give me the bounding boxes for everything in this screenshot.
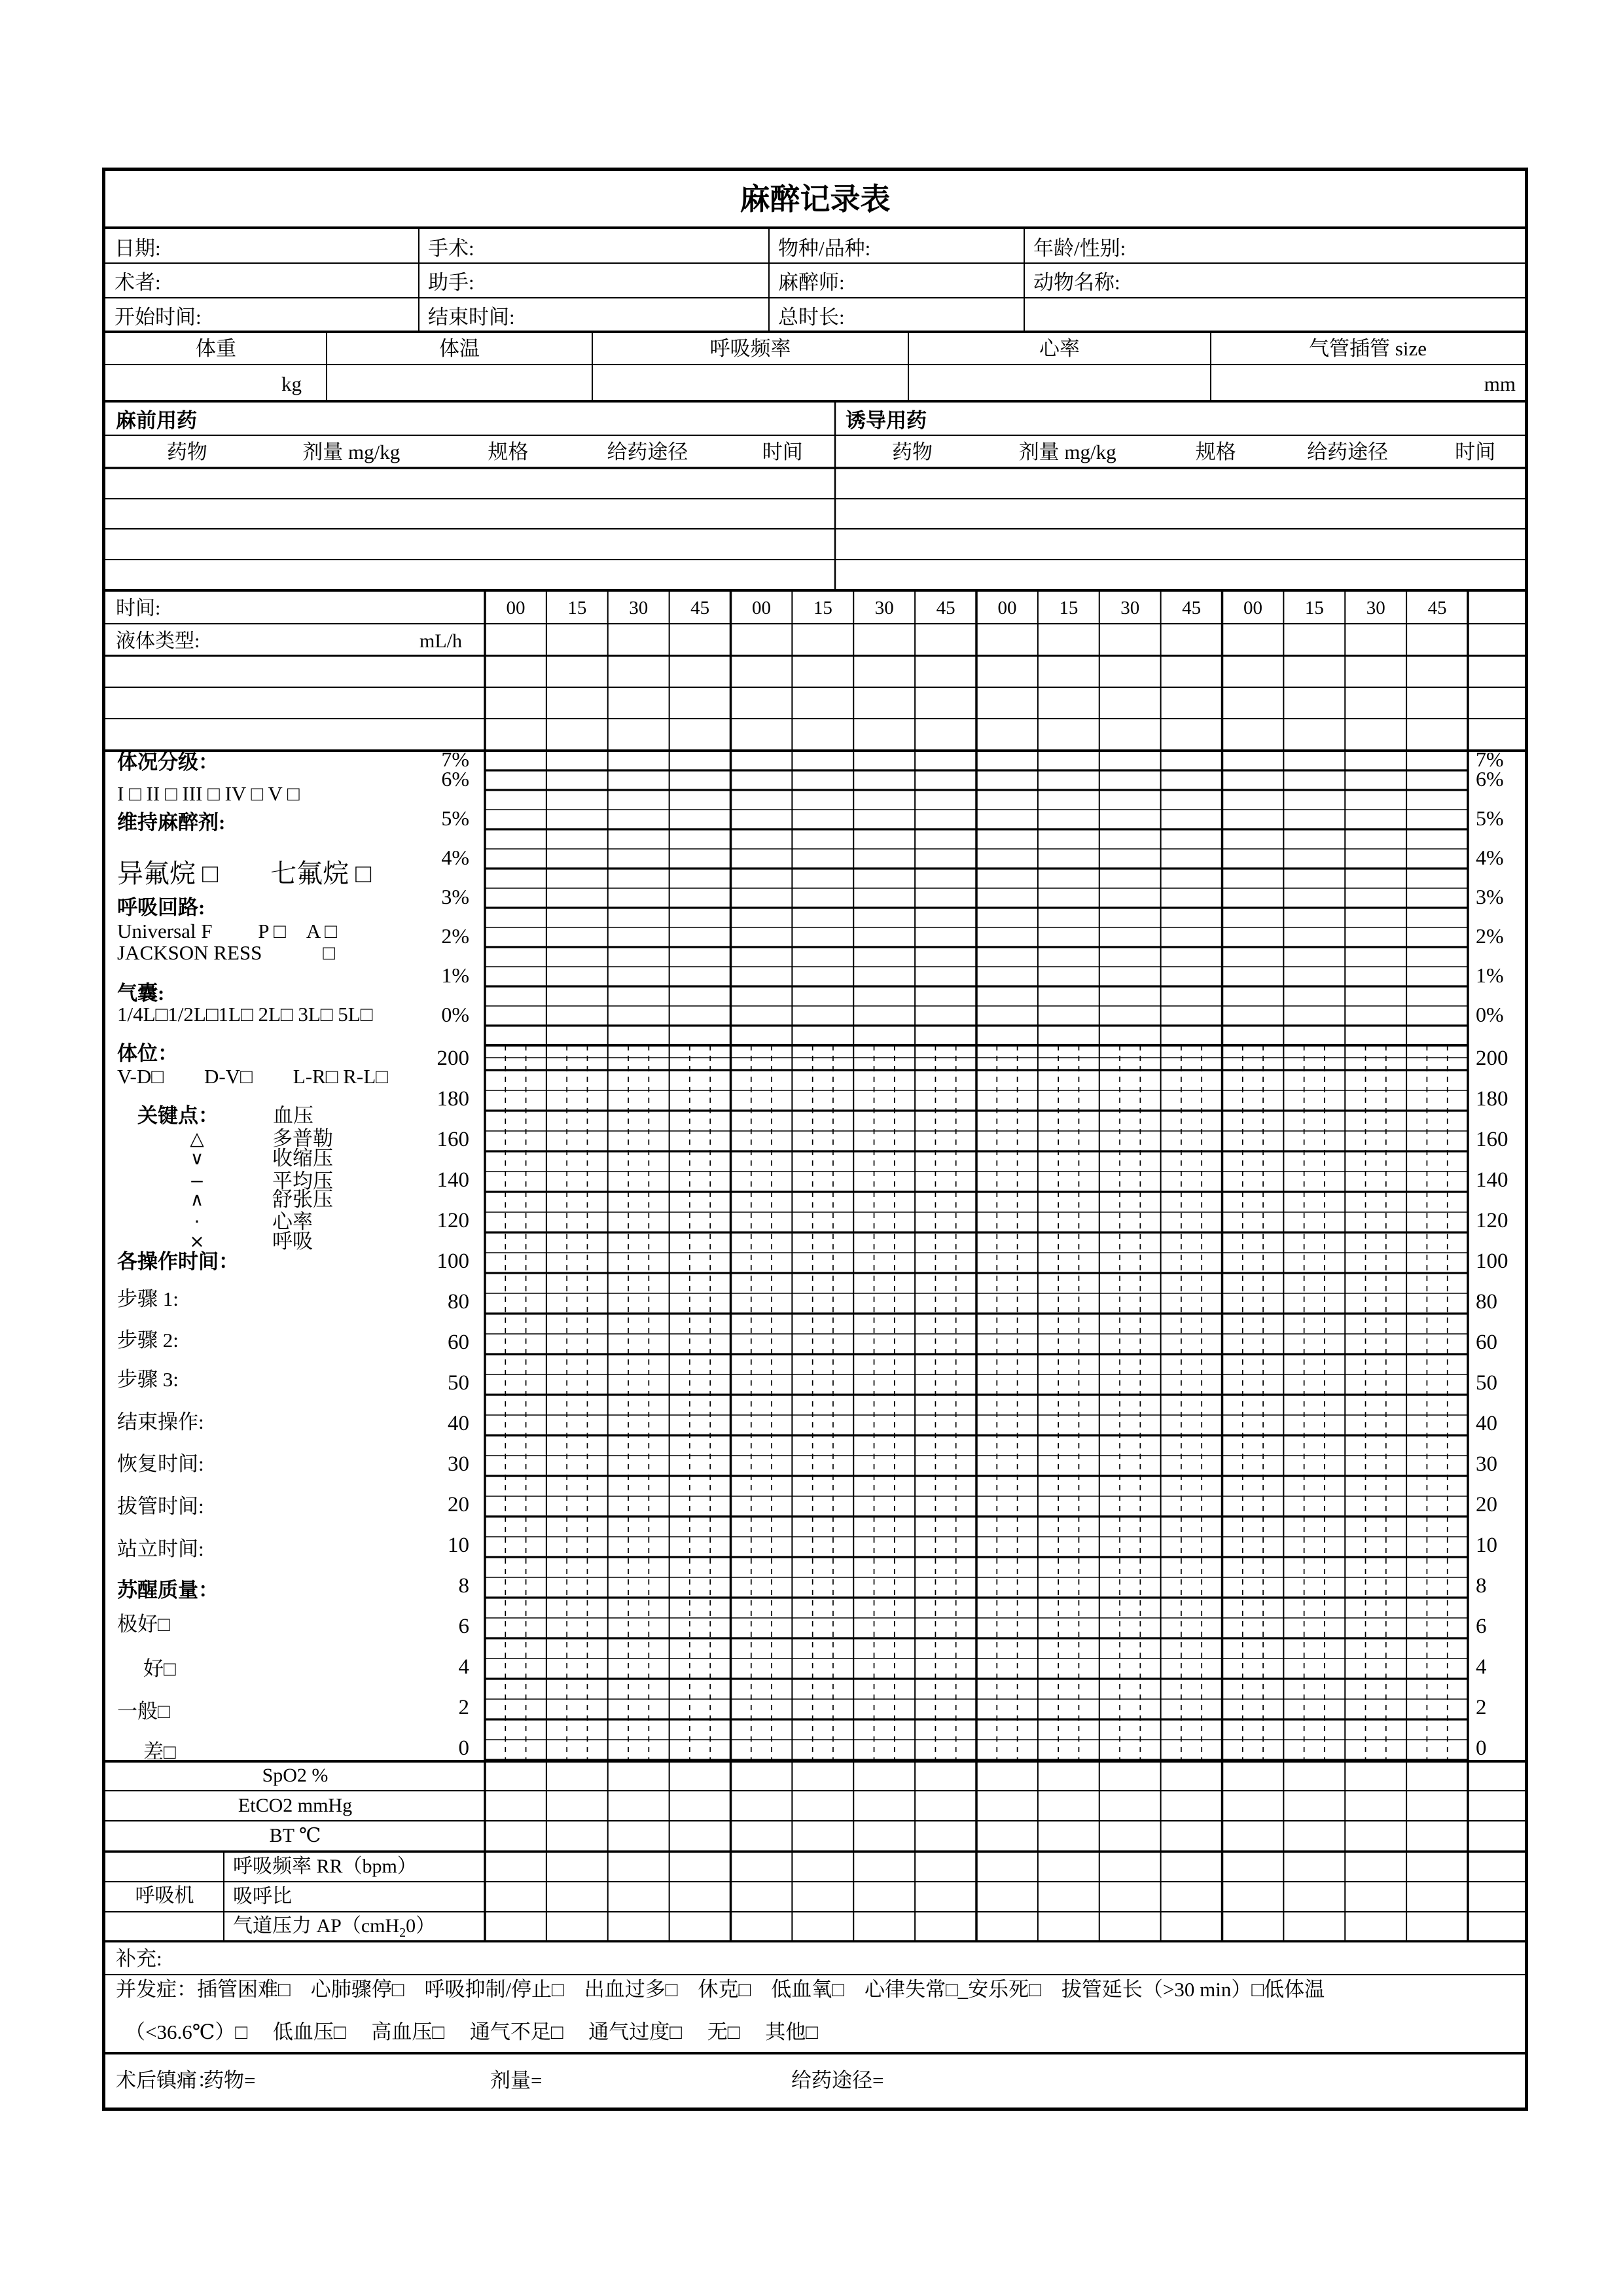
vital-scale-label-left: 120 — [437, 1209, 469, 1232]
percent-scale-label-left: 7% — [441, 747, 469, 771]
time-mark: 00 — [506, 598, 526, 619]
left-panel-item: 呼吸回路: — [117, 896, 205, 919]
vital-scale-label-left: 100 — [437, 1249, 469, 1273]
vital-scale-label-right: 120 — [1476, 1209, 1508, 1232]
legend-label: 舒张压 — [272, 1188, 333, 1211]
percent-scale-label-left: 1% — [441, 963, 469, 987]
time-mark: 45 — [936, 598, 955, 619]
vital-scale-label-left: 80 — [448, 1290, 469, 1314]
field-assistant: 助手: — [428, 271, 474, 294]
time-mark: 00 — [1243, 598, 1262, 619]
ventilator-label: 呼吸机 — [135, 1885, 194, 1907]
left-panel-item: 极好□ — [117, 1613, 170, 1636]
legend-label: 平均压 — [272, 1170, 333, 1193]
left-panel-item: 血压 — [273, 1104, 313, 1127]
field-surgery: 手术: — [428, 237, 474, 260]
left-panel-item: JACKSON RESS □ — [117, 941, 336, 964]
left-panel-item: 异氟烷 □ 七氟烷 □ — [117, 859, 372, 888]
left-panel-item: I □ II □ III □ IV □ V □ — [117, 782, 300, 805]
time-mark: 15 — [813, 598, 832, 619]
vital-scale-label-left: 180 — [437, 1087, 469, 1111]
percent-scale-label-right: 5% — [1476, 806, 1504, 830]
left-panel-item: 维持麻醉剂: — [117, 811, 226, 834]
vital-scale-label-left: 4 — [458, 1655, 469, 1679]
complications-line2: （<36.6℃）□ 低血压□ 高血压□ 通气不足□ 通气过度□ 无□ 其他□ — [125, 2020, 818, 2043]
time-row-label: 时间: — [116, 598, 161, 619]
vital-scale-label-left: 2 — [458, 1696, 469, 1719]
vital-scale-label-right: 20 — [1476, 1493, 1497, 1516]
legend-symbol: ∨ — [190, 1147, 204, 1169]
field-species: 物种/品种: — [778, 237, 871, 260]
field-surgeon: 术者: — [115, 271, 161, 294]
vital-scale-label-right: 10 — [1476, 1534, 1497, 1557]
drug-col-header: 时间 — [1455, 440, 1496, 463]
vital-scale-label-left: 8 — [458, 1574, 469, 1598]
left-panel-item: 1/4L□1/2L□1L□ 2L□ 3L□ 5L□ — [117, 1003, 373, 1026]
vital-scale-label-left: 50 — [448, 1371, 469, 1395]
legend-symbol: ∧ — [190, 1189, 204, 1210]
left-panel-item: V-D□ D-V□ L-R□ R-L□ — [117, 1065, 388, 1088]
percent-scale-label-left: 2% — [441, 924, 469, 948]
legend-label: 多普勒 — [272, 1127, 333, 1150]
drug-col-header: 规格 — [1195, 440, 1236, 463]
header-resp-rate: 呼吸频率 — [709, 337, 791, 360]
vital-scale-label-right: 160 — [1476, 1128, 1508, 1151]
left-panel-item: 结束操作: — [117, 1410, 204, 1433]
ventilator-ap-label: 气道压力 AP（cmH$_2$0） — [233, 1915, 436, 1940]
percent-scale-label-left: 0% — [441, 1003, 469, 1026]
ventilator-rr-label: 呼吸频率 RR（bpm） — [233, 1856, 417, 1877]
vital-scale-label-left: 30 — [448, 1452, 469, 1476]
vital-scale-label-right: 200 — [1476, 1047, 1508, 1070]
monitor-row-label: SpO2 % — [262, 1765, 329, 1786]
vital-scale-label-right: 2 — [1476, 1696, 1487, 1719]
left-panel-item: 差□ — [143, 1740, 176, 1763]
time-mark: 15 — [1059, 598, 1079, 619]
time-mark: 00 — [751, 598, 771, 619]
vital-scale-label-right: 30 — [1476, 1452, 1497, 1476]
percent-scale-label-right: 3% — [1476, 885, 1504, 908]
left-panel-item: 站立时间: — [117, 1537, 204, 1560]
percent-scale-label-left: 5% — [441, 806, 469, 830]
vital-scale-label-right: 60 — [1476, 1331, 1497, 1354]
vital-scale-label-right: 180 — [1476, 1087, 1508, 1111]
fluid-unit: mL/h — [419, 630, 462, 652]
drug-col-header: 药物 — [166, 440, 207, 463]
percent-scale-label-left: 4% — [441, 846, 469, 869]
legend-symbol: − — [189, 1170, 205, 1192]
drug-col-header: 给药途径 — [607, 440, 688, 463]
time-mark: 15 — [567, 598, 587, 619]
vital-scale-label-right: 0 — [1476, 1736, 1487, 1760]
vital-scale-label-right: 6 — [1476, 1615, 1487, 1638]
vital-scale-label-right: 50 — [1476, 1371, 1497, 1395]
induction-title: 诱导用药 — [846, 409, 927, 432]
left-panel-item: 苏醒质量： — [117, 1579, 219, 1602]
left-panel-item: 一般□ — [117, 1700, 170, 1723]
vital-scale-label-left: 6 — [458, 1615, 469, 1638]
left-panel-item: Universal F P □ A □ — [117, 920, 337, 942]
unit-mm: mm — [1484, 372, 1516, 395]
percent-scale-label-right: 6% — [1476, 767, 1504, 791]
legend-symbol: · — [194, 1211, 200, 1232]
postop-drug: 药物= — [204, 2069, 256, 2092]
complications-line1: 并发症：插管困难□ 心肺骤停□ 呼吸抑制/停止□ 出血过多□ 休克□ 低血氧□ 心律失常□_安乐死□ 拔管延长（>30 min）□低体温 — [116, 1978, 1325, 2001]
supplement-label: 补充: — [116, 1947, 162, 1970]
drug-col-header: 药物 — [892, 440, 933, 463]
percent-scale-label-left: 3% — [441, 885, 469, 908]
percent-scale-label-right: 7% — [1476, 747, 1504, 771]
time-mark: 45 — [1182, 598, 1202, 619]
field-duration: 总时长: — [778, 306, 845, 329]
left-panel-item: 体况分级： — [117, 751, 219, 774]
monitor-row-label: EtCO2 mmHg — [238, 1795, 353, 1816]
left-panel-item: 恢复时间: — [117, 1452, 204, 1475]
left-panel-item: 拔管时间: — [117, 1495, 204, 1518]
left-panel-item: 步骤 2: — [117, 1329, 179, 1352]
percent-scale-label-left: 6% — [441, 767, 469, 791]
monitor-row-label: BT ℃ — [269, 1825, 321, 1846]
legend-label: 心率 — [272, 1210, 313, 1233]
legend-label: 收缩压 — [272, 1147, 333, 1170]
vital-scale-label-left: 160 — [437, 1128, 469, 1151]
left-panel-item: 步骤 1: — [117, 1287, 179, 1310]
field-age-sex: 年龄/性别: — [1033, 237, 1126, 260]
time-mark: 30 — [874, 598, 894, 619]
field-anesthetist: 麻醉师: — [778, 271, 845, 294]
legend-symbol: △ — [190, 1128, 204, 1149]
header-weight: 体重 — [196, 337, 236, 360]
vital-scale-label-left: 0 — [458, 1736, 469, 1760]
vital-scale-label-left: 140 — [437, 1168, 469, 1192]
vital-scale-label-right: 80 — [1476, 1290, 1497, 1314]
postop-dose: 剂量= — [490, 2069, 543, 2092]
vital-scale-label-right: 140 — [1476, 1168, 1508, 1192]
time-mark: 30 — [1120, 598, 1140, 619]
page-title: 麻醉记录表 — [740, 183, 891, 216]
field-date: 日期: — [115, 237, 161, 260]
time-mark: 00 — [997, 598, 1017, 619]
left-panel-item: 各操作时间： — [117, 1250, 239, 1273]
left-panel-item: 好□ — [143, 1657, 176, 1680]
unit-kg: kg — [281, 372, 302, 395]
drug-col-header: 剂量 mg/kg — [302, 440, 401, 463]
vital-scale-label-right: 100 — [1476, 1249, 1508, 1273]
time-mark: 45 — [690, 598, 710, 619]
field-end-time: 结束时间: — [428, 306, 515, 329]
field-animal-name: 动物名称: — [1033, 271, 1120, 294]
time-mark: 15 — [1304, 598, 1324, 619]
postop-route: 给药途径= — [791, 2069, 884, 2092]
field-start-time: 开始时间: — [115, 306, 202, 329]
drug-col-header: 时间 — [762, 440, 803, 463]
percent-scale-label-right: 2% — [1476, 924, 1504, 948]
vital-scale-label-left: 20 — [448, 1493, 469, 1516]
vital-scale-label-left: 200 — [437, 1047, 469, 1070]
premed-title: 麻前用药 — [116, 409, 197, 432]
time-mark: 30 — [629, 598, 649, 619]
header-heart-rate: 心率 — [1039, 337, 1080, 360]
left-panel-item: 体位： — [117, 1042, 178, 1065]
ventilator-ie-label: 吸呼比 — [233, 1886, 292, 1907]
form-frame — [102, 168, 1528, 2111]
left-panel-item: 步骤 3: — [117, 1368, 179, 1391]
percent-scale-label-right: 1% — [1476, 963, 1504, 987]
left-panel-item: 关键点： — [137, 1104, 219, 1127]
header-et-tube: 气管插管 size — [1309, 337, 1427, 360]
fluid-row-label: 液体类型: — [116, 630, 200, 652]
percent-scale-label-right: 0% — [1476, 1003, 1504, 1026]
vital-scale-label-left: 40 — [448, 1412, 469, 1435]
legend-symbol: × — [189, 1230, 205, 1252]
drug-col-header: 剂量 mg/kg — [1018, 440, 1116, 463]
vital-scale-label-right: 40 — [1476, 1412, 1497, 1435]
vital-scale-label-left: 10 — [448, 1534, 469, 1557]
vital-scale-label-right: 8 — [1476, 1574, 1487, 1598]
drug-col-header: 给药途径 — [1307, 440, 1389, 463]
time-mark: 45 — [1427, 598, 1447, 619]
left-panel-item: 气囊: — [117, 982, 165, 1005]
legend-label: 呼吸 — [272, 1230, 313, 1253]
percent-scale-label-right: 4% — [1476, 846, 1504, 869]
vital-scale-label-right: 4 — [1476, 1655, 1487, 1679]
time-mark: 30 — [1366, 598, 1385, 619]
header-temp: 体温 — [439, 337, 480, 360]
postop-label: 术后镇痛： — [116, 2069, 217, 2092]
vital-scale-label-left: 60 — [448, 1331, 469, 1354]
drug-col-header: 规格 — [488, 440, 529, 463]
